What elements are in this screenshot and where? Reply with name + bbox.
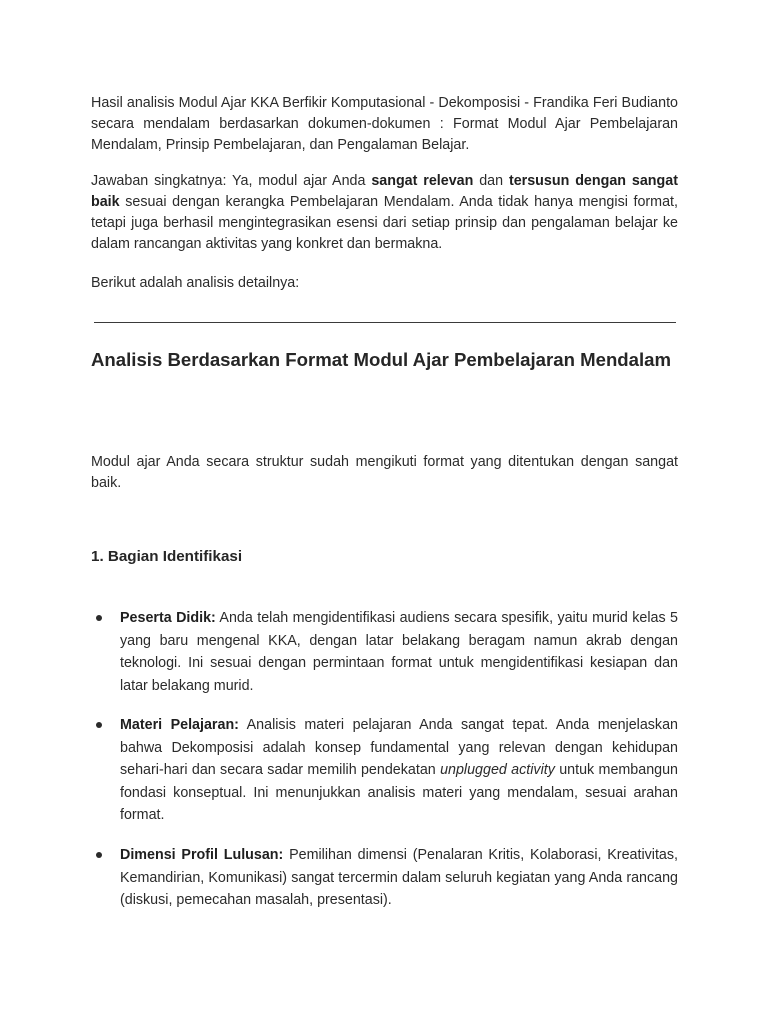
list-item-body-end: untuk membangun fondasi konseptual. Ini menunjukkan analisis materi yang mendalam, sesuai arahan format.	[120, 762, 679, 823]
bullet-icon	[96, 615, 102, 621]
section-heading: Analisis Berdasarkan Format Modul Ajar Pembelajaran Mendalam	[91, 349, 672, 370]
answer-bold-structured: tersusun dengan sangat baik	[91, 173, 678, 210]
list-item-italic: unplugged activity	[440, 762, 555, 778]
bullet-icon	[96, 852, 102, 858]
list-item-label: Dimensi Profil Lulusan:	[120, 847, 284, 863]
list-item-body: Anda telah mengidentifikasi audiens secara spesifik, yaitu murid kelas 5 yang baru mengenal KKA, dengan latar belakang beragam namun akrab dengan teknologi. Ini sesuai dengan permintaan format untuk mengidentifikasi kesiapan dan latar belakang murid.	[120, 610, 678, 694]
bullet-icon	[96, 722, 102, 728]
list-item-label: Materi Pelajaran:	[120, 717, 239, 733]
horizontal-divider	[94, 322, 676, 323]
detail-intro-paragraph: Berikut adalah analisis detailnya:	[91, 275, 300, 291]
answer-text-2: dan	[473, 173, 509, 189]
list-item-label: Peserta Didik:	[120, 610, 216, 626]
section-intro-paragraph: Modul ajar Anda secara struktur sudah mengikuti format yang ditentukan dengan sangat baik.	[91, 454, 678, 491]
list-item-text	[120, 607, 678, 697]
answer-text-3: sesuai dengan kerangka Pembelajaran Mendalam. Anda tidak hanya mengisi format, tetapi juga berhasil mengintegrasikan esensi dari setiap prinsip dan pengalaman belajar ke dalam rancangan aktivitas yang konkret dan bermakna.	[91, 194, 678, 252]
answer-text-1: Jawaban singkatnya: Ya, modul ajar Anda	[91, 173, 372, 189]
list-item-text	[120, 714, 678, 827]
answer-bold-relevant: sangat relevan	[371, 173, 474, 189]
subsection-heading: 1. Bagian Identifikasi	[91, 548, 243, 565]
intro-paragraph: Hasil analisis Modul Ajar KKA Berfikir Komputasional - Dekomposisi - Frandika Feri Budianto secara mendalam berdasarkan dokumen-dokumen : Format Modul Ajar Pembelajaran Mendalam, Prinsip Pembelajaran, dan Pengalaman Belajar.	[91, 95, 678, 153]
list-item-text	[120, 844, 678, 912]
list-item-body: Pemilihan dimensi (Penalaran Kritis, Kolaborasi, Kreativitas, Kemandirian, Komunikasi) sangat tercermin dalam seluruh kegiatan yang Anda rancang (diskusi, pemecahan masalah, presentasi).	[120, 847, 678, 908]
answer-paragraph	[91, 171, 678, 255]
list-item-body: Analisis materi pelajaran Anda sangat tepat. Anda menjelaskan bahwa Dekomposisi adalah konsep fundamental yang relevan dengan kehidupan sehari-hari dan secara sadar memilih pendekatan	[120, 717, 678, 778]
